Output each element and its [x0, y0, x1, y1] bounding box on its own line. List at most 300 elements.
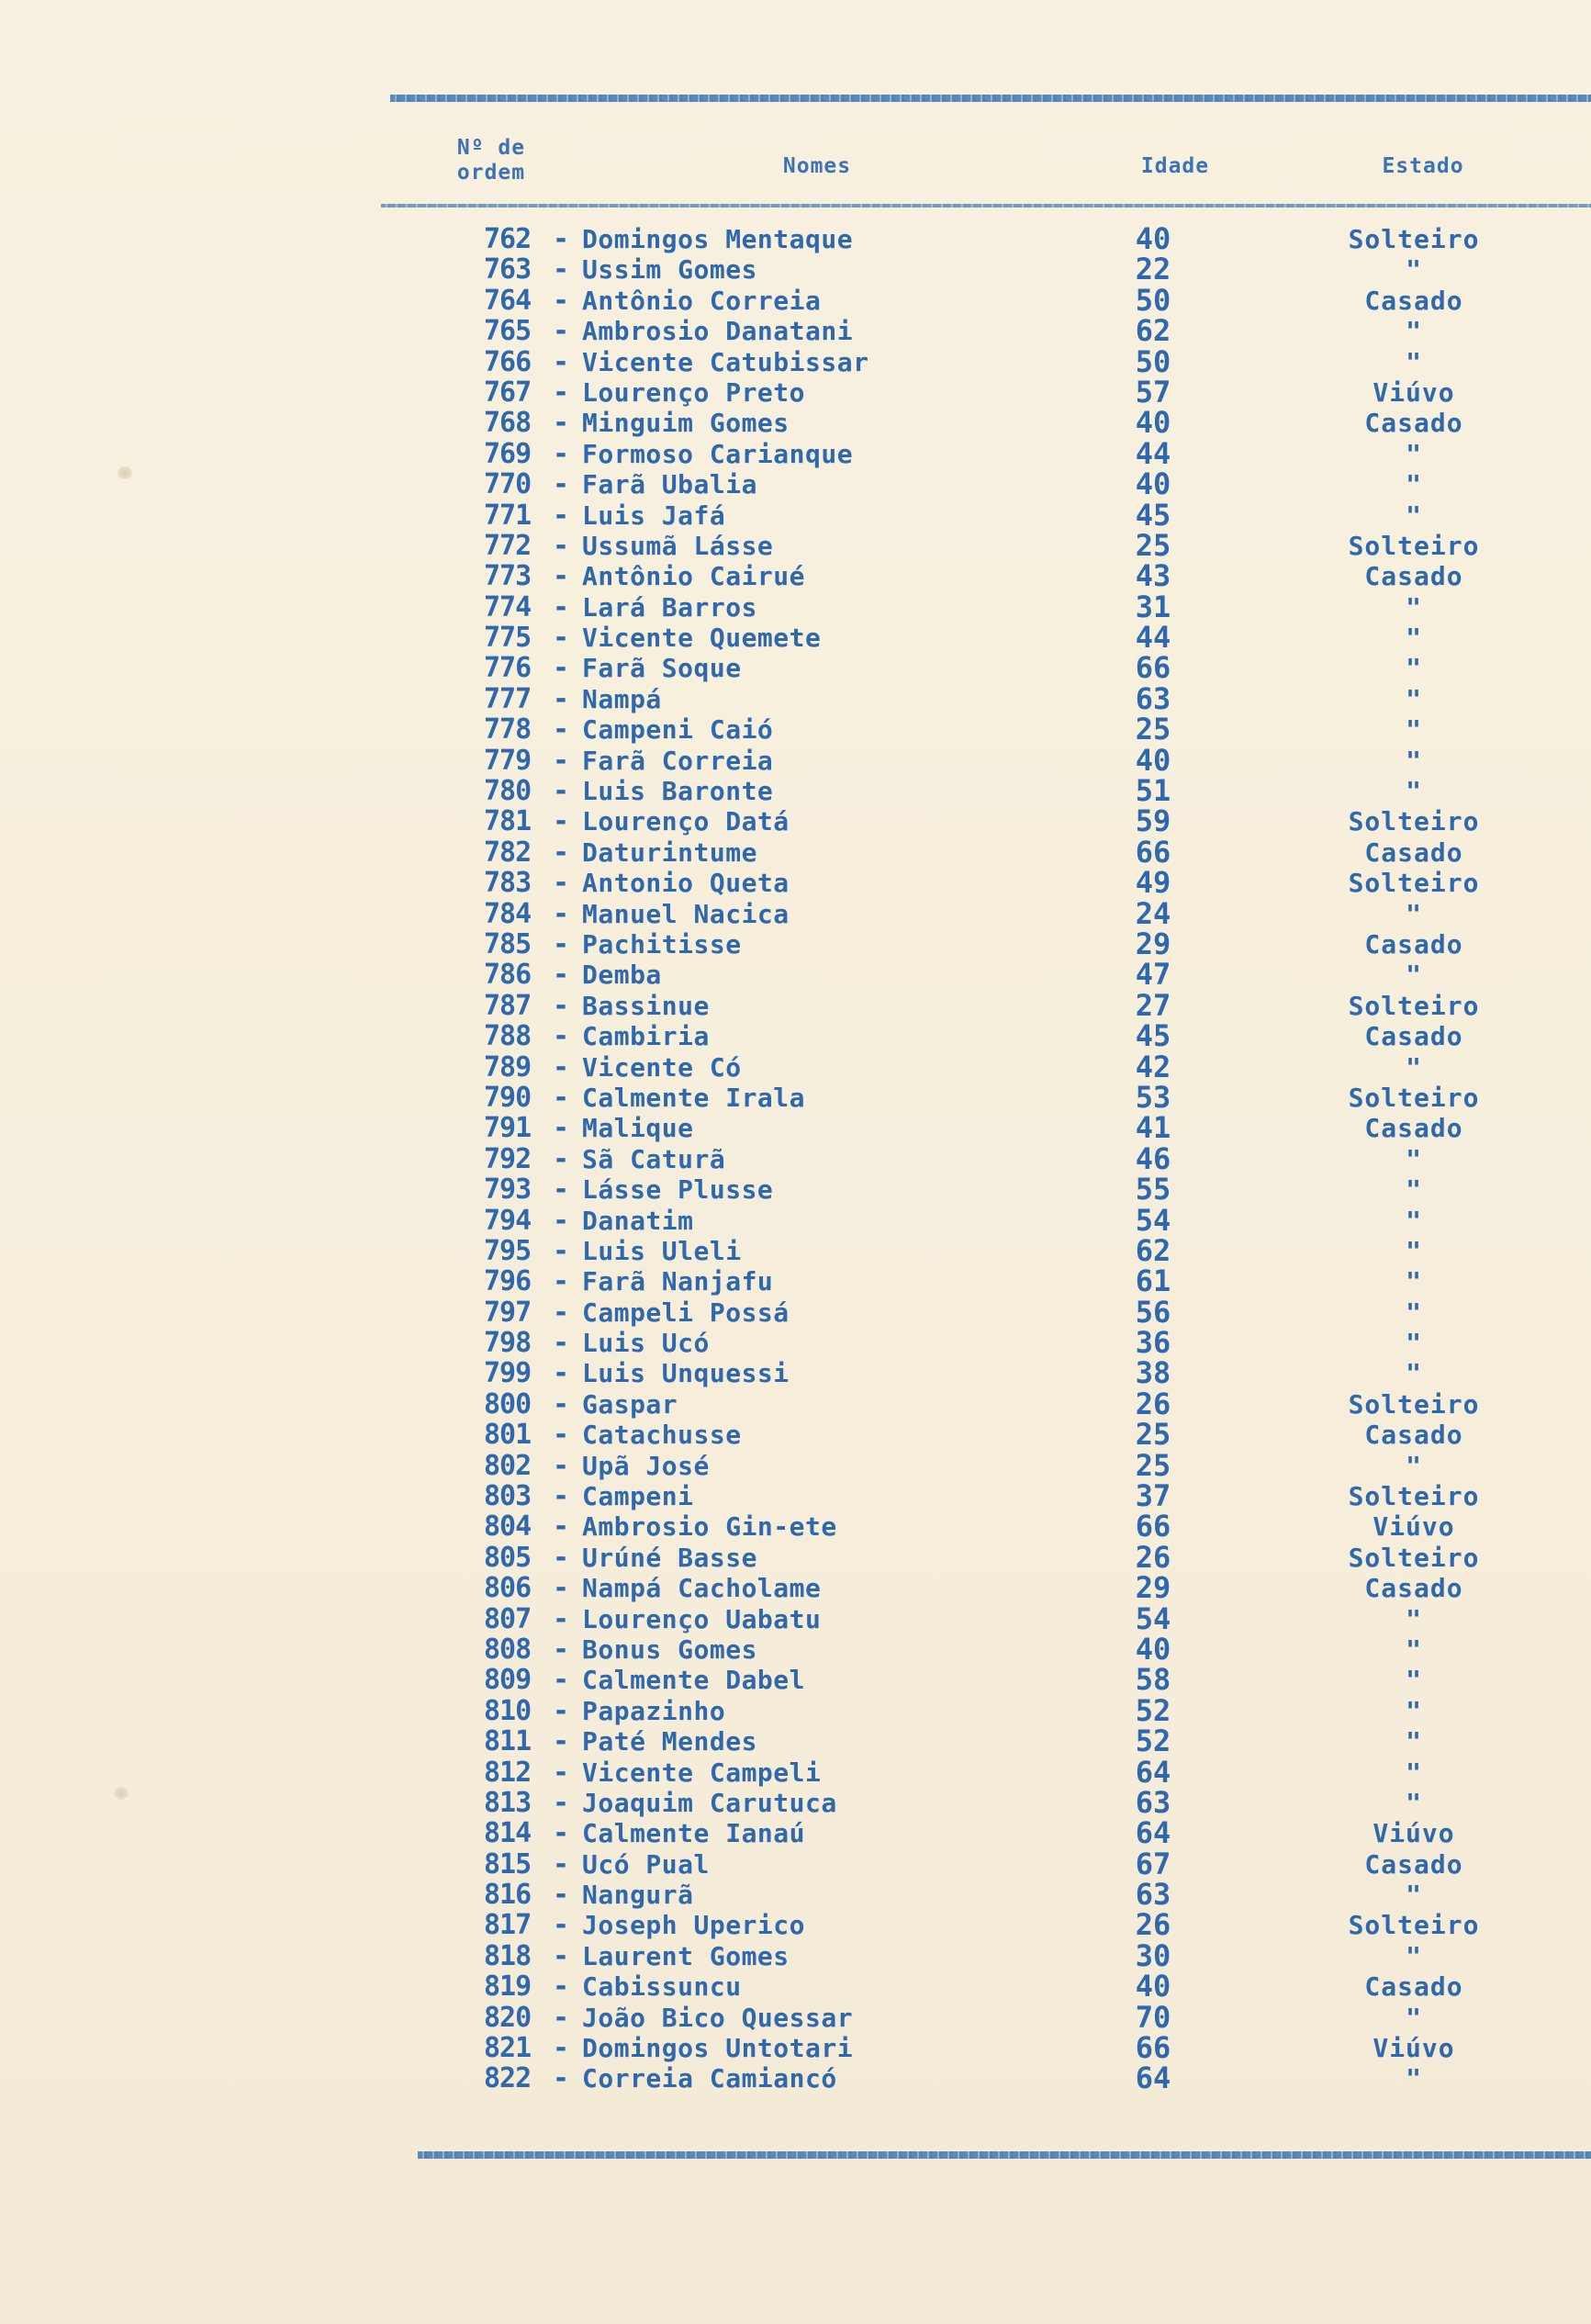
row-dash: - — [552, 1879, 570, 1912]
person-age: 52 — [1135, 1692, 1171, 1728]
row-dash: - — [552, 2001, 570, 2034]
row-dash: - — [552, 223, 570, 255]
marital-status: Casado — [1364, 1021, 1463, 1052]
order-number: 784 — [484, 897, 532, 930]
person-name: Malique — [582, 1113, 694, 1144]
person-name: Upã José — [582, 1450, 710, 1481]
marital-status: " — [1406, 591, 1422, 623]
table-row — [0, 589, 1591, 624]
order-number: 817 — [484, 1909, 532, 1942]
marital-status: " — [1406, 1634, 1422, 1665]
person-name: Paté Mendes — [582, 1726, 757, 1757]
order-number: 789 — [484, 1050, 532, 1083]
table-row — [0, 680, 1591, 716]
person-name: Lásse Plusse — [582, 1174, 774, 1206]
person-age: 47 — [1135, 957, 1171, 993]
row-dash: - — [552, 1357, 570, 1390]
table-row — [0, 1723, 1591, 1759]
person-age: 26 — [1135, 1539, 1171, 1575]
table-row — [0, 650, 1591, 686]
marital-status: Viúvo — [1373, 1818, 1455, 1849]
order-number: 779 — [484, 744, 532, 777]
order-number: 807 — [484, 1602, 532, 1635]
order-number: 765 — [484, 315, 532, 348]
table-row — [0, 742, 1591, 778]
table-row — [0, 1294, 1591, 1330]
marital-status: Casado — [1364, 1113, 1463, 1144]
marital-status: " — [1406, 1757, 1422, 1788]
marital-status: " — [1406, 1235, 1422, 1266]
order-number: 792 — [484, 1142, 532, 1175]
table-row — [0, 1600, 1591, 1636]
person-name: Farã Nanjafu — [582, 1266, 774, 1297]
table-row — [0, 1049, 1591, 1084]
table-row — [0, 405, 1591, 441]
row-dash: - — [552, 1480, 570, 1513]
table-row — [0, 1478, 1591, 1514]
table-row — [0, 1079, 1591, 1115]
person-name: Ambrosio Gin-ete — [582, 1511, 837, 1543]
row-dash: - — [552, 1510, 570, 1544]
person-age: 26 — [1135, 1386, 1171, 1421]
person-age: 66 — [1135, 2030, 1171, 2066]
row-dash: - — [552, 1847, 570, 1881]
marital-status: Solteiro — [1348, 224, 1480, 254]
person-age: 70 — [1135, 1999, 1171, 2035]
row-dash: - — [552, 1541, 570, 1574]
person-name: Lourenço Uabatu — [582, 1603, 822, 1634]
person-age: 25 — [1135, 712, 1171, 747]
person-name: Bonus Gomes — [582, 1634, 757, 1665]
order-number: 820 — [484, 2001, 532, 2034]
person-name: Ussim Gomes — [582, 254, 757, 286]
person-name: Farã Ubalia — [582, 469, 757, 500]
row-dash: - — [552, 2062, 570, 2095]
person-name: Vicente Có — [582, 1051, 742, 1083]
person-name: Luis Uleli — [582, 1235, 742, 1266]
row-dash: - — [552, 1664, 570, 1697]
marital-status: Solteiro — [1348, 1388, 1480, 1420]
marital-status: " — [1406, 1695, 1422, 1726]
table-row — [0, 865, 1591, 901]
person-name: Gaspar — [582, 1388, 678, 1420]
person-age: 43 — [1135, 558, 1171, 594]
table-row — [0, 926, 1591, 961]
row-dash: - — [552, 1909, 570, 1942]
person-name: Correia Camiancó — [582, 2063, 837, 2094]
marital-status: Casado — [1364, 836, 1463, 868]
table-row — [0, 957, 1591, 993]
person-name: Ambrosio Danatani — [582, 316, 854, 347]
marital-status: Viúvo — [1373, 2033, 1455, 2064]
person-name: Calmente Irala — [582, 1082, 806, 1113]
row-dash: - — [552, 1817, 570, 1850]
order-number: 809 — [484, 1664, 532, 1697]
person-name: Nampá Cacholame — [582, 1573, 822, 1604]
table-row — [0, 1971, 1591, 2002]
table-row — [0, 1754, 1591, 1790]
row-dash: - — [552, 1020, 570, 1053]
order-number: 766 — [484, 345, 532, 378]
row-dash: - — [552, 713, 570, 747]
order-number: 811 — [484, 1725, 532, 1758]
table-row — [0, 987, 1591, 1023]
row-dash: - — [552, 284, 570, 317]
person-name: Vicente Catubissar — [582, 346, 869, 377]
row-dash: - — [552, 775, 570, 808]
person-age: 53 — [1135, 1079, 1171, 1115]
person-name: Lourenço Datá — [582, 806, 790, 837]
marital-status: " — [1406, 2002, 1422, 2033]
table-row — [0, 1447, 1591, 1483]
row-dash: - — [552, 1725, 570, 1758]
person-name: Luis Jafá — [582, 500, 726, 531]
person-name: Urúné Basse — [582, 1542, 757, 1573]
person-age: 44 — [1135, 620, 1171, 656]
marital-status: Casado — [1364, 1420, 1463, 1451]
person-age: 50 — [1135, 282, 1171, 318]
person-age: 64 — [1135, 1754, 1171, 1790]
person-age: 64 — [1135, 1815, 1171, 1851]
person-age: 36 — [1135, 1325, 1171, 1361]
marital-status: " — [1406, 316, 1422, 347]
person-name: Farã Soque — [582, 653, 742, 684]
order-number: 774 — [484, 590, 532, 623]
order-number: 768 — [484, 407, 532, 440]
person-age: 63 — [1135, 680, 1171, 716]
marital-status: " — [1406, 1143, 1422, 1174]
table-row — [0, 435, 1591, 471]
order-number: 797 — [484, 1296, 532, 1329]
row-dash: - — [552, 1081, 570, 1114]
table-row — [0, 1325, 1591, 1361]
order-number: 788 — [484, 1020, 532, 1053]
table-row — [0, 2060, 1591, 2096]
order-number: 793 — [484, 1173, 532, 1207]
bottom-rule — [418, 2151, 1591, 2159]
order-number: 801 — [484, 1419, 532, 1452]
marital-status: " — [1406, 960, 1422, 991]
table-row — [0, 221, 1591, 256]
row-dash: - — [552, 590, 570, 623]
marital-status: " — [1406, 1297, 1422, 1328]
row-dash: - — [552, 1142, 570, 1175]
person-age: 56 — [1135, 1294, 1171, 1330]
marital-status: " — [1406, 1358, 1422, 1389]
table-row — [0, 558, 1591, 594]
marital-status: " — [1406, 1174, 1422, 1206]
person-age: 57 — [1135, 374, 1171, 410]
person-age: 40 — [1135, 221, 1171, 256]
row-dash: - — [552, 1602, 570, 1635]
order-number: 816 — [484, 1879, 532, 1912]
person-name: Daturintume — [582, 836, 757, 868]
person-age: 30 — [1135, 1937, 1171, 1973]
order-number: 791 — [484, 1112, 532, 1145]
person-age: 51 — [1135, 773, 1171, 809]
marital-status: " — [1406, 1205, 1422, 1236]
person-name: Bassinue — [582, 990, 710, 1021]
table-row — [0, 1539, 1591, 1575]
person-name: Campeni — [582, 1481, 694, 1512]
table-row — [0, 497, 1591, 533]
person-age: 45 — [1135, 1018, 1171, 1054]
marital-status: " — [1406, 1787, 1422, 1818]
order-number: 785 — [484, 927, 532, 960]
order-number: 780 — [484, 775, 532, 808]
marital-status: " — [1406, 714, 1422, 746]
register-table — [0, 221, 1591, 2096]
person-age: 54 — [1135, 1600, 1171, 1636]
person-age: 61 — [1135, 1263, 1171, 1299]
table-row — [0, 1846, 1591, 1881]
person-age: 25 — [1135, 527, 1171, 563]
row-dash: - — [552, 1572, 570, 1605]
row-dash: - — [552, 1449, 570, 1482]
header-state: Estado — [1382, 154, 1464, 178]
person-name: João Bico Quessar — [582, 2002, 854, 2033]
table-row — [0, 1907, 1591, 1943]
table-row — [0, 1174, 1591, 1205]
marital-status: Solteiro — [1348, 990, 1480, 1021]
order-number: 776 — [484, 652, 532, 685]
person-age: 62 — [1135, 313, 1171, 349]
row-dash: - — [552, 989, 570, 1022]
order-number: 800 — [484, 1387, 532, 1420]
order-number: 810 — [484, 1694, 532, 1727]
order-number: 781 — [484, 805, 532, 838]
person-name: Calmente Dabel — [582, 1665, 806, 1696]
header-order-line1: Nº de — [456, 136, 526, 160]
order-number: 787 — [484, 989, 532, 1022]
marital-status: Solteiro — [1348, 1082, 1480, 1113]
row-dash: - — [552, 622, 570, 655]
person-name: Catachusse — [582, 1420, 742, 1451]
row-dash: - — [552, 1327, 570, 1360]
person-age: 46 — [1135, 1140, 1171, 1176]
marital-status: " — [1406, 623, 1422, 654]
row-dash: - — [552, 682, 570, 715]
person-name: Antônio Correia — [582, 285, 822, 316]
row-dash: - — [552, 1112, 570, 1145]
table-row — [0, 773, 1591, 809]
order-number: 812 — [484, 1756, 532, 1789]
person-age: 40 — [1135, 742, 1171, 778]
marital-status: " — [1406, 346, 1422, 377]
marital-status: " — [1406, 1880, 1422, 1911]
marital-status: " — [1406, 1665, 1422, 1696]
person-age: 22 — [1135, 252, 1171, 287]
order-number: 763 — [484, 253, 532, 286]
person-name: Ucó Pual — [582, 1848, 710, 1880]
person-age: 25 — [1135, 1447, 1171, 1483]
person-age: 54 — [1135, 1202, 1171, 1238]
order-number: 802 — [484, 1449, 532, 1482]
row-dash: - — [552, 1939, 570, 1972]
person-age: 31 — [1135, 589, 1171, 624]
marital-status: " — [1406, 500, 1422, 531]
marital-status: Casado — [1364, 1971, 1463, 2003]
person-name: Cambiria — [582, 1021, 710, 1052]
table-row — [0, 1692, 1591, 1728]
row-dash: - — [552, 959, 570, 992]
person-age: 38 — [1135, 1355, 1171, 1391]
row-dash: - — [552, 2032, 570, 2065]
row-dash: - — [552, 805, 570, 838]
marital-status: " — [1406, 1603, 1422, 1634]
order-number: 762 — [484, 223, 532, 255]
row-dash: - — [552, 499, 570, 532]
table-row — [0, 1386, 1591, 1421]
row-dash: - — [552, 1296, 570, 1329]
table-row — [0, 374, 1591, 410]
order-number: 769 — [484, 437, 532, 470]
order-number: 777 — [484, 682, 532, 715]
row-dash: - — [552, 1970, 570, 2004]
person-name: Domingos Mentaque — [582, 224, 854, 254]
row-dash: - — [552, 407, 570, 440]
person-age: 37 — [1135, 1478, 1171, 1514]
table-row — [0, 895, 1591, 931]
marital-status: " — [1406, 1051, 1422, 1083]
person-age: 40 — [1135, 1631, 1171, 1667]
marital-status: Casado — [1364, 1848, 1463, 1880]
person-name: Campeni Caió — [582, 714, 774, 746]
person-name: Pachitisse — [582, 928, 742, 960]
row-dash: - — [552, 345, 570, 378]
person-name: Laurent Gomes — [582, 1940, 790, 1971]
person-age: 66 — [1135, 834, 1171, 870]
person-age: 29 — [1135, 1570, 1171, 1606]
marital-status: " — [1406, 1266, 1422, 1297]
table-row — [0, 1999, 1591, 2035]
person-age: 59 — [1135, 803, 1171, 839]
person-name: Manuel Nacica — [582, 898, 790, 929]
order-number: 799 — [484, 1357, 532, 1390]
order-number: 821 — [484, 2032, 532, 2065]
marital-status: Casado — [1364, 408, 1463, 439]
order-number: 822 — [484, 2062, 532, 2095]
table-row — [0, 1202, 1591, 1238]
person-age: 41 — [1135, 1110, 1171, 1146]
marital-status: " — [1406, 469, 1422, 500]
marital-status: Solteiro — [1348, 530, 1480, 561]
person-age: 25 — [1135, 1417, 1171, 1453]
table-row — [0, 1877, 1591, 1913]
order-number: 764 — [484, 284, 532, 317]
row-dash: - — [552, 1050, 570, 1083]
order-number: 782 — [484, 836, 532, 869]
order-number: 767 — [484, 376, 532, 409]
table-row — [0, 282, 1591, 318]
row-dash: - — [552, 1419, 570, 1452]
person-name: Joseph Uperico — [582, 1910, 806, 1941]
person-name: Formoso Carianque — [582, 438, 854, 469]
table-row — [0, 834, 1591, 870]
order-number: 796 — [484, 1265, 532, 1298]
table-row — [0, 1815, 1591, 1851]
table-row — [0, 1511, 1591, 1542]
person-name: Cabissuncu — [582, 1971, 742, 2003]
row-dash: - — [552, 744, 570, 777]
table-row — [0, 1570, 1591, 1606]
order-number: 814 — [484, 1817, 532, 1850]
person-age: 45 — [1135, 497, 1171, 533]
marital-status: Viúvo — [1373, 376, 1455, 408]
order-number: 794 — [484, 1204, 532, 1237]
person-age: 40 — [1135, 1969, 1171, 2004]
person-age: 66 — [1135, 1509, 1171, 1544]
order-number: 805 — [484, 1541, 532, 1574]
row-dash: - — [552, 1234, 570, 1267]
marital-status: " — [1406, 254, 1422, 286]
table-row — [0, 254, 1591, 285]
person-age: 29 — [1135, 926, 1171, 961]
marital-status: " — [1406, 683, 1422, 714]
table-row — [0, 714, 1591, 745]
person-age: 40 — [1135, 405, 1171, 441]
table-row — [0, 313, 1591, 349]
row-dash: - — [552, 1633, 570, 1666]
marital-status: Solteiro — [1348, 1481, 1480, 1512]
person-name: Luis Unquessi — [582, 1358, 790, 1389]
person-name: Antonio Queta — [582, 868, 790, 899]
person-name: Campeli Possá — [582, 1297, 790, 1328]
marital-status: Solteiro — [1348, 1910, 1480, 1941]
row-dash: - — [552, 315, 570, 348]
person-name: Antônio Cairué — [582, 561, 806, 592]
marital-status: " — [1406, 1726, 1422, 1757]
row-dash: - — [552, 1786, 570, 1819]
person-name: Demba — [582, 960, 662, 991]
row-dash: - — [552, 1387, 570, 1420]
table-row — [0, 1355, 1591, 1391]
person-age: 63 — [1135, 1784, 1171, 1820]
table-row — [0, 1263, 1591, 1299]
marital-status: Casado — [1364, 561, 1463, 592]
order-number: 771 — [484, 499, 532, 532]
table-row — [0, 1110, 1591, 1146]
marital-status: Casado — [1364, 285, 1463, 316]
marital-status: " — [1406, 2063, 1422, 2094]
row-dash: - — [552, 1265, 570, 1298]
person-name: Minguim Gomes — [582, 408, 790, 439]
marital-status: Casado — [1364, 928, 1463, 960]
table-row — [0, 1018, 1591, 1054]
header-order-line2: ordem — [456, 161, 526, 185]
order-number: 815 — [484, 1847, 532, 1881]
table-row — [0, 803, 1591, 839]
order-number: 804 — [484, 1510, 532, 1544]
marital-status: " — [1406, 1940, 1422, 1971]
top-rule — [390, 95, 1591, 102]
person-name: Papazinho — [582, 1695, 726, 1726]
person-age: 42 — [1135, 1049, 1171, 1084]
marital-status: Solteiro — [1348, 806, 1480, 837]
row-dash: - — [552, 652, 570, 685]
order-number: 778 — [484, 713, 532, 747]
marital-status: Viúvo — [1373, 1511, 1455, 1543]
person-age: 26 — [1135, 1907, 1171, 1943]
person-name: Calmente Ianaú — [582, 1818, 806, 1849]
order-number: 798 — [484, 1327, 532, 1360]
person-age: 63 — [1135, 1877, 1171, 1913]
table-row — [0, 2030, 1591, 2066]
person-age: 40 — [1135, 466, 1171, 502]
table-row — [0, 1232, 1591, 1268]
marital-status: Casado — [1364, 1573, 1463, 1604]
marital-status: Solteiro — [1348, 1542, 1480, 1573]
